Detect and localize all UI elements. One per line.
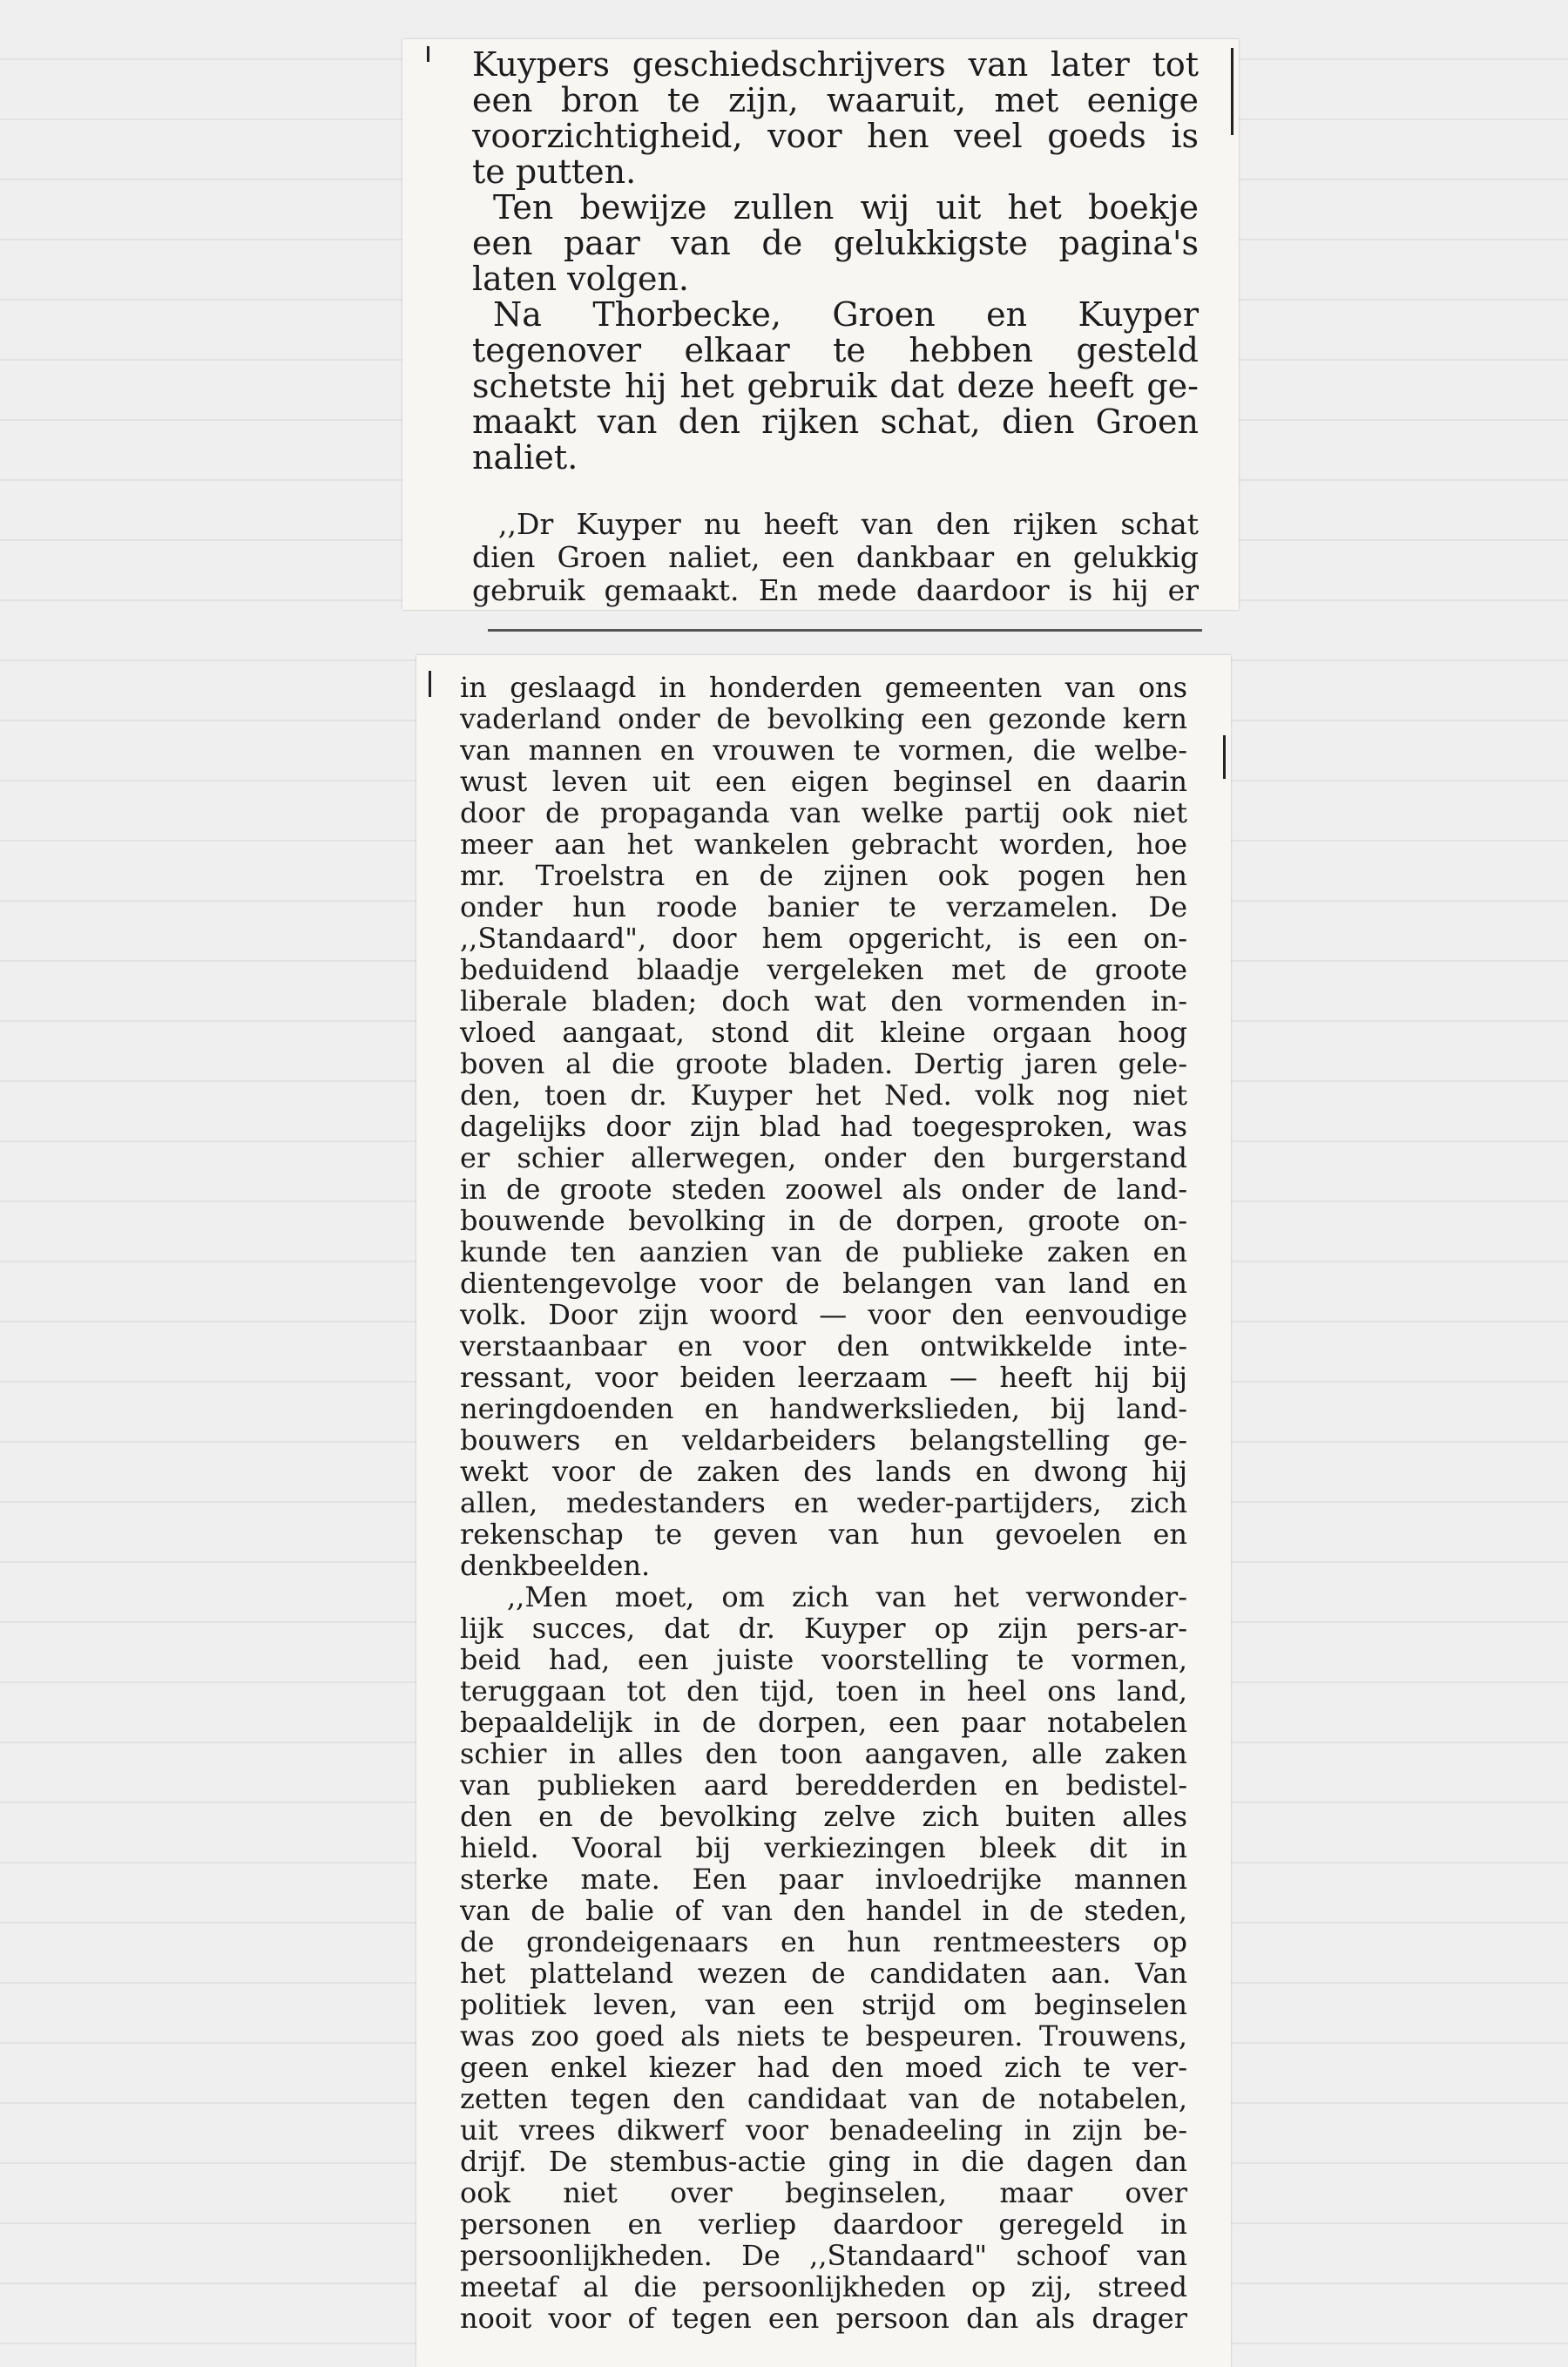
text-line: schier in alles den toon aangaven, alle zaken xyxy=(460,1737,1187,1770)
text-line: ,,Dr Kuyper nu heeft van den rijken schat xyxy=(498,507,1199,541)
text-line: Ten bewijze zullen wij uit het boekje xyxy=(493,188,1199,227)
text-line: teruggaan tot den tijd, toen in heel ons land, xyxy=(460,1674,1187,1708)
text-line: vloed aangaat, stond dit kleine orgaan hoog xyxy=(460,1016,1187,1049)
text-line: te putten. xyxy=(472,152,637,191)
text-line: was zoo goed als niets te bespeuren. Trouwens, xyxy=(460,2019,1187,2053)
text-line: wust leven uit een eigen beginsel en daarin xyxy=(460,765,1187,798)
text-line: bouwende bevolking in de dorpen, groote on- xyxy=(460,1204,1187,1237)
text-line: hield. Vooral bij verkiezingen bleek dit in xyxy=(460,1831,1187,1864)
text-line: in geslaagd in honderden gemeenten van ons xyxy=(460,671,1187,704)
text-line: ,,Standaard", door hem opgericht, is een on- xyxy=(460,922,1187,955)
text-line: ,,Men moet, om zich van het verwonder- xyxy=(507,1580,1187,1613)
text-line: zetten tegen den candidaat van de notabelen, xyxy=(460,2082,1187,2115)
text-line: denkbeelden. xyxy=(460,1549,651,1582)
text-line: politiek leven, van een strijd om beginselen xyxy=(460,1988,1187,2021)
text-line: er schier allerwegen, onder den burgerstand xyxy=(460,1141,1187,1174)
text-line: bouwers en veldarbeiders belangstelling ge- xyxy=(460,1424,1187,1457)
newspaper-clipping-top xyxy=(402,39,1239,610)
text-line: laten volgen. xyxy=(472,260,689,298)
text-line: ressant, voor beiden leerzaam — heeft hij bij xyxy=(460,1361,1187,1394)
text-line: persoonlijkheden. De ,,Standaard" schoof van xyxy=(460,2239,1187,2272)
text-line: boven al die groote bladen. Dertig jaren gele- xyxy=(460,1047,1187,1080)
text-line: ook niet over beginselen, maar over xyxy=(460,2176,1187,2209)
text-line: mr. Troelstra en de zijnen ook pogen hen xyxy=(460,859,1187,892)
text-line: naliet. xyxy=(472,438,578,477)
text-line: meer aan het wankelen gebracht worden, hoe xyxy=(460,828,1187,861)
text-line: drijf. De stembus-actie ging in die dagen dan xyxy=(460,2145,1187,2178)
text-line: den, toen dr. Kuyper het Ned. volk nog niet xyxy=(460,1079,1187,1112)
text-line: vaderland onder de bevolking een gezonde kern xyxy=(460,702,1187,735)
text-line: geen enkel kiezer had den moed zich te ver- xyxy=(460,2051,1187,2084)
text-line: dagelijks door zijn blad had toegesproken, was xyxy=(460,1110,1187,1143)
text-line: personen en verliep daardoor geregeld in xyxy=(460,2208,1187,2241)
text-line: volk. Door zijn woord — voor den eenvoudige xyxy=(460,1298,1187,1331)
text-line: kunde ten aanzien van de publieke zaken en xyxy=(460,1235,1187,1268)
text-line: een bron te zijn, waaruit, met eenige xyxy=(472,81,1199,119)
text-line: beid had, een juiste voorstelling te vormen, xyxy=(460,1643,1187,1676)
newspaper-clipping-bottom xyxy=(416,655,1231,2367)
text-line: nooit voor of tegen een persoon dan als drager xyxy=(460,2302,1187,2335)
text-line: sterke mate. Een paar invloedrijke mannen xyxy=(460,1863,1187,1896)
text-line: voorzichtigheid, voor hen veel goeds is xyxy=(472,117,1199,155)
text-line: verstaanbaar en voor den ontwikkelde inte- xyxy=(460,1329,1187,1363)
text-line: in de groote steden zoowel als onder de land- xyxy=(460,1173,1187,1206)
cut-line xyxy=(488,629,1202,632)
text-line: dientengevolge voor de belangen van land en xyxy=(460,1267,1187,1300)
text-line: meetaf al die persoonlijkheden op zij, streed xyxy=(460,2270,1187,2303)
text-line: maakt van den rijken schat, dien Groen xyxy=(472,402,1199,441)
text-line: een paar van de gelukkigste pagina's xyxy=(472,224,1199,262)
text-line: beduidend blaadje vergeleken met de groote xyxy=(460,953,1187,986)
text-line: liberale bladen; doch wat den vormenden in- xyxy=(460,984,1187,1018)
text-line: de grondeigenaars en hun rentmeesters op xyxy=(460,1925,1187,1958)
text-line: van publieken aard beredderden en bedistel- xyxy=(460,1768,1187,1802)
text-line: bepaaldelijk in de dorpen, een paar notabelen xyxy=(460,1706,1187,1739)
text-line: door de propaganda van welke partij ook niet xyxy=(460,796,1187,829)
text-line: wekt voor de zaken des lands en dwong hij xyxy=(460,1455,1187,1488)
text-line: onder hun roode banier te verzamelen. De xyxy=(460,890,1187,923)
text-line: neringdoenden en handwerkslieden, bij land- xyxy=(460,1392,1187,1425)
text-line: allen, medestanders en weder-partijders, zich xyxy=(460,1486,1187,1519)
text-line: van de balie of van den handel in de steden, xyxy=(460,1894,1187,1927)
text-line: het platteland wezen de candidaten aan. Van xyxy=(460,1957,1187,1990)
text-line: dien Groen naliet, een dankbaar en gelukkig xyxy=(472,540,1199,574)
text-line: rekenschap te geven van hun gevoelen en xyxy=(460,1518,1187,1551)
text-line: den en de bevolking zelve zich buiten alles xyxy=(460,1800,1187,1833)
text-line: lijk succes, dat dr. Kuyper op zijn pers-ar- xyxy=(460,1612,1187,1645)
text-line: tegenover elkaar te hebben gesteld xyxy=(472,331,1199,369)
text-line: schetste hij het gebruik dat deze heeft ge- xyxy=(472,367,1199,405)
text-line: Na Thorbecke, Groen en Kuyper xyxy=(493,295,1199,334)
text-line: Kuypers geschiedschrijvers van later tot xyxy=(472,45,1199,84)
text-line: uit vrees dikwerf voor benadeeling in zijn be- xyxy=(460,2113,1187,2147)
text-line: gebruik gemaakt. En mede daardoor is hij er xyxy=(472,573,1199,607)
text-line: van mannen en vrouwen te vormen, die welbe- xyxy=(460,734,1187,767)
